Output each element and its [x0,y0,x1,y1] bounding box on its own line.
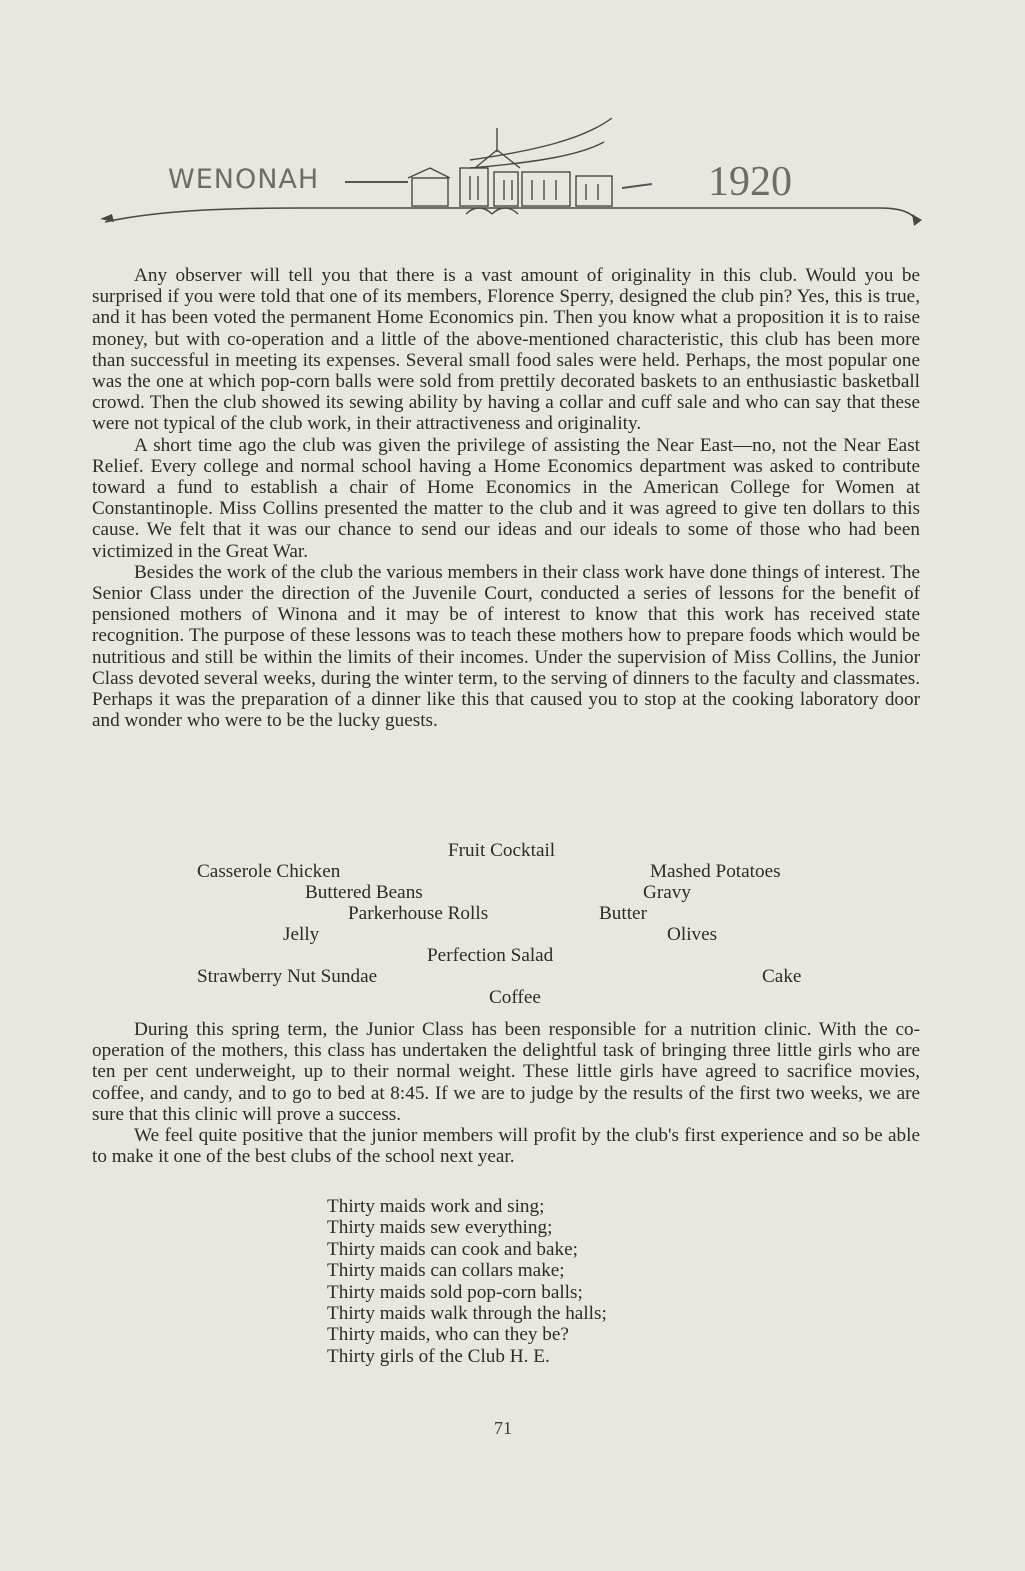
article-body-top [92,265,920,731]
menu-item-cake: Cake [762,966,802,987]
poem-line: Thirty maids can cook and bake; [327,1238,578,1260]
poem-line: Thirty maids walk through the halls; [327,1303,607,1325]
poem-line: Thirty maids work and sing; [327,1196,545,1217]
paragraph-next-year: We feel quite positive that the junior members will profit by the club's first experience and so be able to make it one of the best clubs of the school next year. [92,1125,920,1168]
menu-item-olives: Olives [667,924,718,945]
page-header [0,0,1025,240]
poem-line: Thirty maids, who can they be? [327,1324,569,1346]
paragraph-nutrition-clinic: During this spring term, the Junior Class has been responsible for a nutrition clinic. With the co-operation of the mothers, this class has undertaken the delightful task of bringing three little girls who are ten per cent underweight, up to their normal weight. These little girls have agreed to sacrifice movies, coffee, and candy, and to go to bed at 8:45. If we are to judge by the results of the first two weeks, we are sure that this clinic will prove a success. [92,1019,920,1125]
page-number: 71 [494,1418,512,1438]
menu-item-perfection-salad: Perfection Salad [427,945,554,966]
menu-item-gravy: Gravy [643,882,691,903]
poem-line: Thirty girls of the Club H. E. [327,1345,550,1367]
article-body-bottom [92,1019,920,1167]
paragraph-near-east: A short time ago the club was given the privilege of assisting the Near East—no, not the Near East Relief. Every college and normal school having a Home Economics department was asked to contribute toward a fund to establish a chair of Home Economics in the American College for Women at Constantinople. Miss Collins presented the matter to the club and it was agreed to give ten dollars to this cause. We felt that it was our chance to send our ideas and our ideals to some of those who had been victimized in the Great War. [92,434,920,562]
menu-item-strawberry-nut-sundae: Strawberry Nut Sundae [197,966,378,987]
poem [327,1196,607,1367]
menu-item-parkerhouse-rolls: Parkerhouse Rolls [348,903,489,924]
poem-line: Thirty maids can collars make; [327,1260,565,1282]
header-title: WENONAH [168,164,320,195]
header-year: 1920 [708,159,792,205]
menu-item-jelly: Jelly [283,924,320,945]
menu-item-mashed-potatoes: Mashed Potatoes [650,861,781,882]
paragraph-class-work: Besides the work of the club the various members in their class work have done things of interest. The Senior Class under the direction of the Juvenile Court, conducted a series of lessons for the benefit of pensioned mothers of Winona and it may be of interest to know that this work has received state recognition. The purpose of these lessons was to teach these mothers how to prepare foods which would be nutritious and still be within the limits of their incomes. Under the supervision of Miss Collins, the Junior Class devoted several weeks, during the winter term, to the serving of dinners to the faculty and classmates. Perhaps it was the preparation of a dinner like this that caused you to stop at the cooking laboratory door and wonder who were to be the lucky guests. [92,561,920,732]
paragraph-originality: Any observer will tell you that there is a vast amount of originality in this club. Would you be surprised if you were told that one of its members, Florence Sperry, designed the club pin? Yes, this is true, and it has been voted the permanent Home Economics pin. Then you know what a proposition it is to raise money, but with co-operation and a little of the above-mentioned characteristic, this club has been more than successful in meeting its expenses. Several small food sales were held. Perhaps, the most popular one was the one at which pop-corn balls were sold from prettily decorated baskets to an enthusiastic basketball crowd. Then the club showed its sewing ability by having a collar and cuff sale and who can say that these were not typical of the club work, in their attractiveness and originality. [92,265,920,435]
poem-line: Thirty maids sew everything; [327,1217,553,1239]
menu-item-buttered-beans: Buttered Beans [305,882,423,903]
menu-item-fruit-cocktail: Fruit Cocktail [448,840,556,861]
menu-item-casserole-chicken: Casserole Chicken [197,861,341,882]
header-building-illustration [0,0,1025,240]
menu-item-coffee: Coffee [489,987,541,1008]
menu-item-butter: Butter [599,903,647,924]
poem-line: Thirty maids sold pop-corn balls; [327,1281,583,1303]
